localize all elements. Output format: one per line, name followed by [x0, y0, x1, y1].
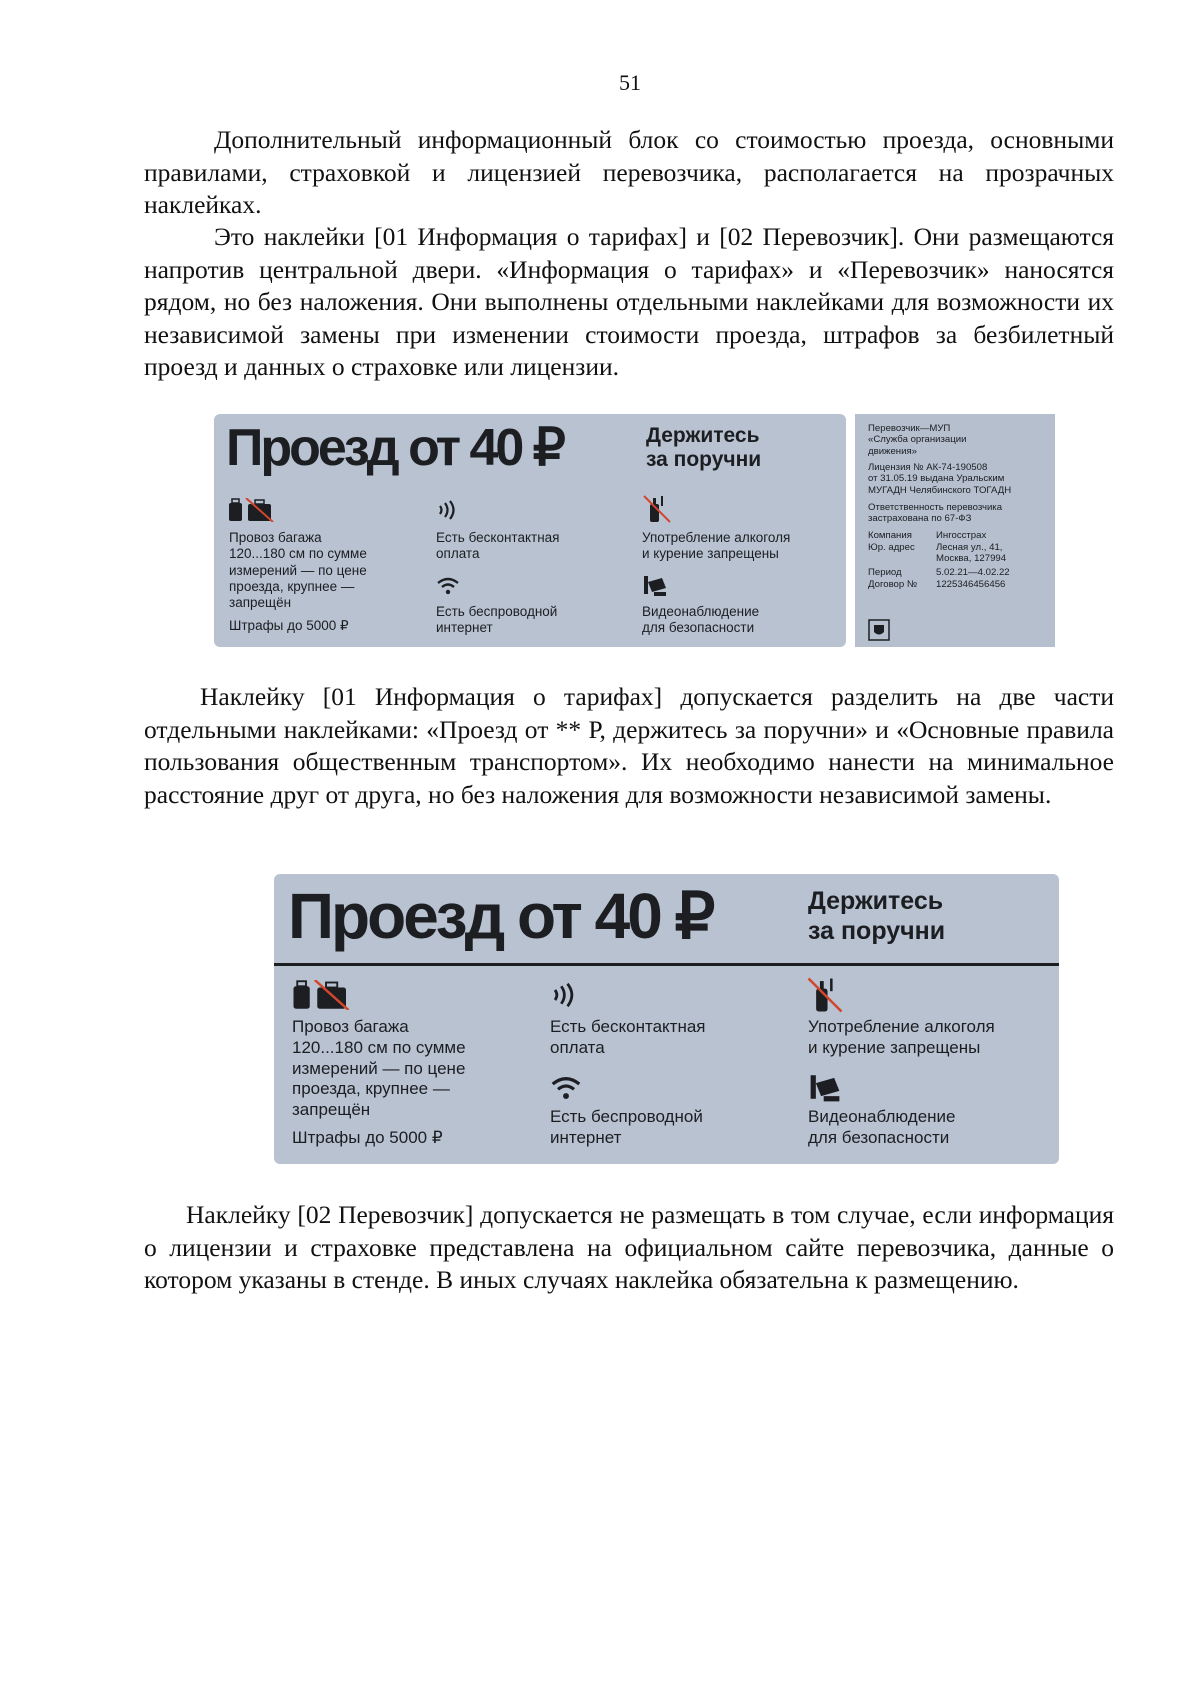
carrier-sticker: [855, 414, 1055, 647]
period-label: Период: [868, 567, 902, 578]
company-value: Ингосстрах: [936, 530, 987, 541]
baggage-icon: [228, 498, 274, 522]
period-value: 5.02.21—4.02.22: [936, 567, 1010, 578]
page-number: 51: [619, 70, 641, 95]
no-alcohol-smoking-icon: [806, 976, 844, 1014]
liability-info: Ответственность перевозчика застрахована по 67-ФЗ: [868, 502, 1003, 525]
camera-icon: [808, 1070, 842, 1104]
contract-label: Договор №: [868, 579, 918, 590]
address-value: Лесная ул., 41, Москва, 127994: [936, 542, 1007, 565]
wifi-text: Есть беспроводной интернет: [550, 1107, 703, 1147]
emblem-icon: [868, 619, 890, 641]
camera-icon: [642, 572, 668, 598]
paragraph-3: Наклейку [01 Информация о тарифах] допускается разделить на две части отдельными наклейками: «Проезд от ** Р, держитесь за поручни» и «Основные правила пользования общественным транспортом». Их необходимо нанести на минимальное расстояние друг от друга, но без наложения для возможности независимой замены.: [144, 682, 1114, 809]
alcohol-text: Употребление алкоголя и курение запрещены: [642, 530, 791, 562]
contactless-text: Есть бесконтактная оплата: [436, 530, 560, 562]
fines-text: Штрафы до 5000 ₽: [292, 1128, 443, 1147]
wifi-text: Есть беспроводной интернет: [436, 604, 558, 636]
wifi-icon: [436, 577, 460, 595]
paragraph-1: Дополнительный информационный блок со стоимостью проезда, основными правилами, страховкой и лицензией перевозчика, располагается на прозрачных наклейках.: [144, 125, 1114, 219]
tariff-sticker: [214, 414, 846, 647]
contactless-icon: [550, 982, 580, 1008]
alcohol-text: Употребление алкоголя и курение запрещены: [808, 1017, 995, 1057]
price-heading: Проезд от 40 ₽: [226, 419, 563, 477]
license-info: Лицензия № АК-74-190508 от 31.05.19 выдана Уральским МУГАДН Челябинского ТОГАДН: [868, 462, 1012, 496]
divider: [274, 963, 1059, 966]
baggage-icon: [292, 980, 350, 1010]
address-label: Юр. адрес: [868, 542, 915, 553]
cctv-text: Видеонаблюдение для безопасности: [808, 1107, 956, 1147]
company-label: Компания: [868, 530, 912, 541]
fines-text: Штрафы до 5000 ₽: [229, 618, 349, 633]
paragraph-2: Это наклейки [01 Информация о тарифах] и [02 Перевозчик]. Они размещаются напротив центральной двери. «Информация о тарифах» и «Перевозчик» наносятся рядом, но без наложения. Они выполнены отдельными наклейками для возможности их независимой замены при изменении стоимости проезда, штрафов за безбилетный проезд и данных о страховке или лицензии.: [144, 222, 1114, 381]
wifi-icon: [550, 1076, 582, 1100]
baggage-text: Провоз багажа 120...180 см по сумме измерений — по цене проезда, крупнее — запрещён: [292, 1017, 466, 1120]
cctv-text: Видеонаблюдение для безопасности: [642, 604, 760, 636]
baggage-text: Провоз багажа 120...180 см по сумме измерений — по цене проезда, крупнее — запрещён: [229, 530, 367, 611]
contactless-text: Есть бесконтактная оплата: [550, 1017, 706, 1057]
paragraph-4: Наклейку [02 Перевозчик] допускается не размещать в том случае, если информация о лицензии и страховке представлена на официальном сайте перевозчика, данные о котором указаны в стенде. В иных случаях наклейка обязательна к размещению.: [144, 1200, 1114, 1294]
tariff-sticker-split: [274, 874, 1059, 1164]
contactless-icon: [436, 500, 460, 520]
hold-handrails-text: Держитесь за поручни: [646, 424, 762, 471]
hold-handrails-text-split: Держитесь за поручни: [808, 887, 946, 945]
contract-value: 1225346456456: [936, 579, 1006, 590]
no-alcohol-smoking-icon: [642, 494, 672, 524]
carrier-name: Перевозчик—МУП «Служба организации движения»: [868, 423, 967, 457]
price-heading-split: Проезд от 40 ₽: [288, 880, 713, 952]
